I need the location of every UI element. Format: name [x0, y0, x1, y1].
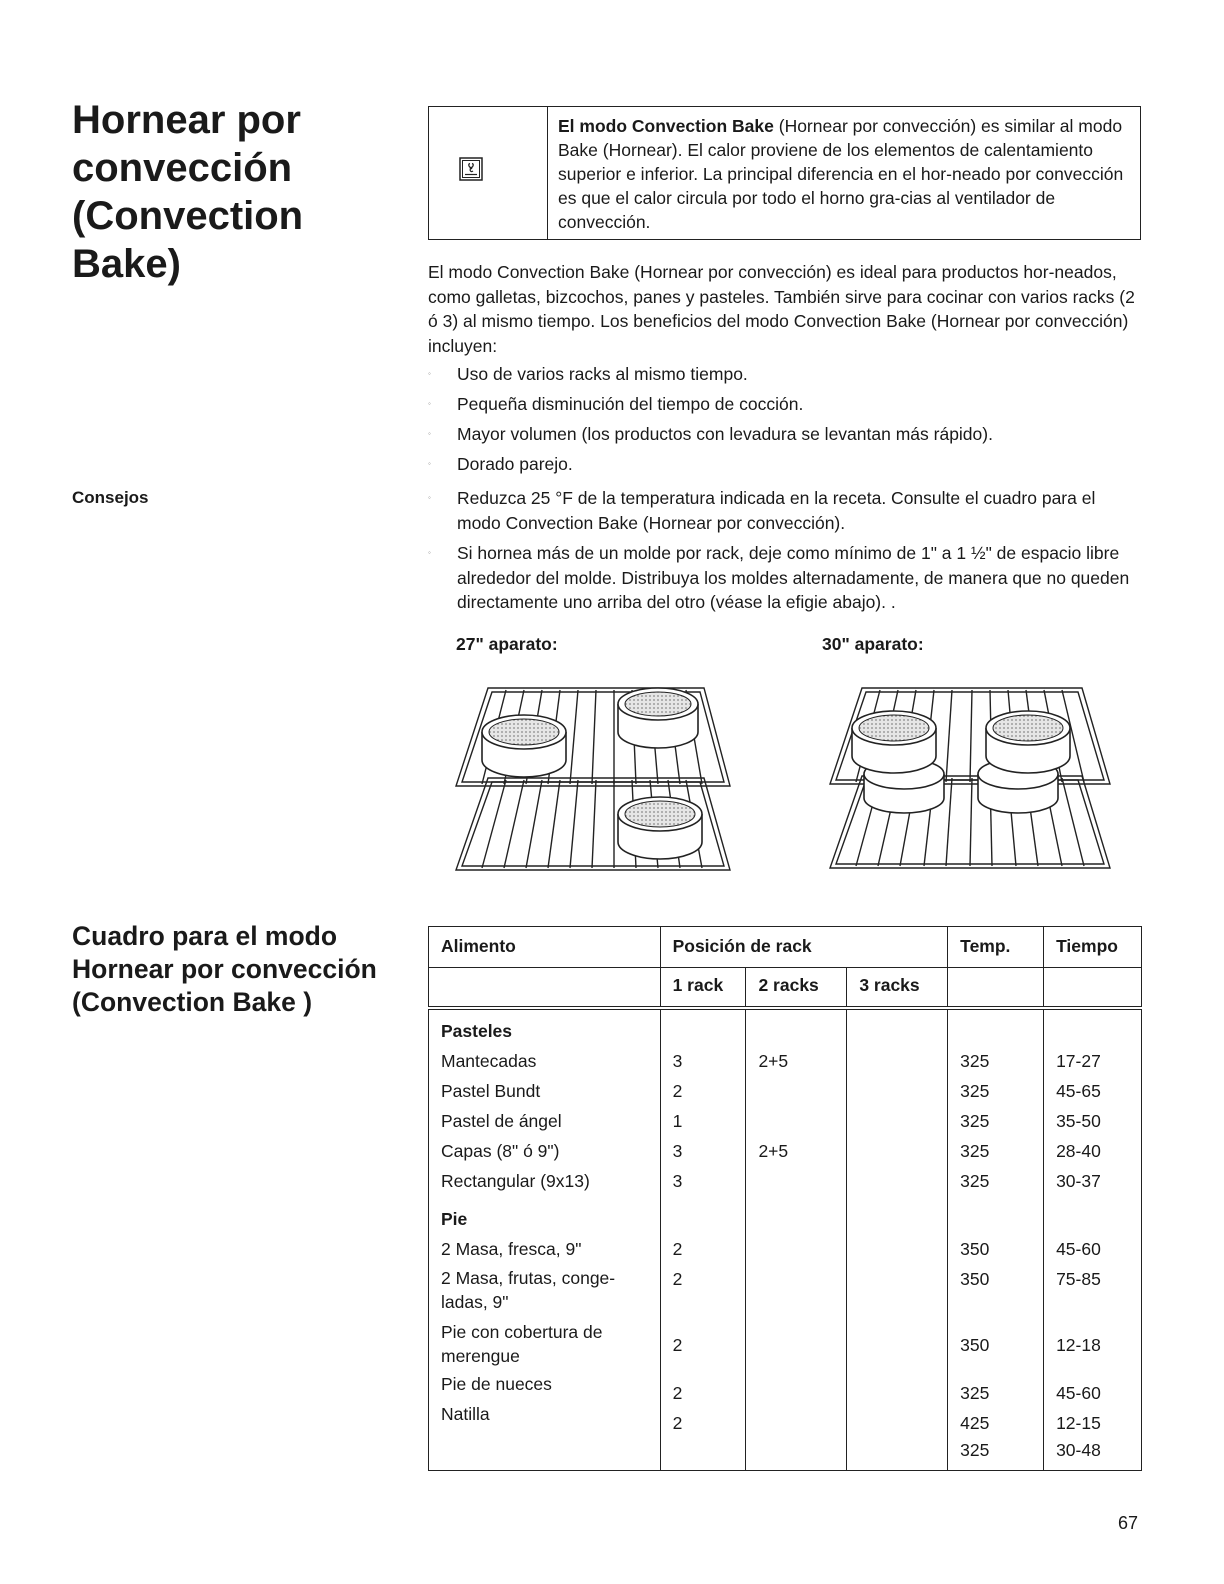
table-row [429, 1046, 1142, 1076]
cell-rack1: 2 [660, 1264, 746, 1318]
cell-rack3-group [847, 1372, 948, 1471]
cell-rack1: 3 [660, 1136, 746, 1166]
cell-rack3 [847, 1234, 948, 1264]
list-item [428, 359, 1142, 389]
cell-time: 35-50 [1044, 1106, 1142, 1136]
cell-rack1: 2 [660, 1234, 746, 1264]
page-number: 67 [1118, 1513, 1139, 1533]
list-item [428, 419, 1142, 449]
list-item-text: Uso de varios racks al mismo tiempo. [457, 364, 748, 384]
table-row [429, 1318, 1142, 1372]
subheader-empty [1044, 968, 1142, 1009]
list-item-text: Reduzca 25 °F de la temperatura indicada en la receta. Consulte el cuadro para el modo Convection Bake (Hornear por convección). [457, 488, 1096, 533]
cell-rack2 [746, 1076, 847, 1106]
table-row [429, 1106, 1142, 1136]
list-item-text: Pequeña disminución del tiempo de cocción. [457, 394, 804, 414]
cell-time: 17-27 [1044, 1046, 1142, 1076]
cell-time-extra: 30-48 [1056, 1440, 1101, 1460]
cell-food: Natilla [441, 1404, 490, 1424]
convection-info-box [428, 106, 1141, 240]
page-title: Hornear por convección (Convection Bake) [72, 98, 304, 286]
bullet-icon: ◦ [428, 459, 431, 468]
cell-rack2 [746, 1166, 847, 1196]
cell-time-group [1044, 1372, 1142, 1471]
list-item [428, 541, 1142, 615]
cell-food-group [429, 1372, 661, 1471]
table-subheader-row [429, 968, 1142, 1009]
info-text [548, 107, 1140, 239]
cell-rack2: 2+5 [746, 1136, 847, 1166]
info-bold-lead: El modo Convection Bake [558, 116, 774, 136]
subheader-empty [948, 968, 1044, 1009]
info-body: (Hornear por convección) es similar al modo Bake (Hornear). El calor proviene de los elementos de calentamiento superior e inferior. La principal diferencia en el hor-neado por convección es que el calor circula por todo el horno gra-cias al ventilador de convección. [558, 116, 1124, 232]
header-temp: Temp. [948, 927, 1044, 968]
cell-time: 12-15 [1056, 1413, 1101, 1433]
header-rack-position: Posición de rack [660, 927, 948, 968]
cell-rack1: 2 [660, 1318, 746, 1372]
list-item-text: Si hornea más de un molde por rack, deje como mínimo de 1" a 1 ½" de espacio libre alrededor del molde. Distribuya los moldes alternadamente, de manera que no queden directamente uno arriba del otro (véase la efigie abajo). . [457, 543, 1130, 612]
cell-food: Pastel Bundt [429, 1076, 661, 1106]
table-row [429, 1136, 1142, 1166]
section-name: Pasteles [429, 1016, 661, 1046]
list-item [428, 389, 1142, 419]
cell-rack3 [847, 1264, 948, 1318]
cell-rack2 [746, 1106, 847, 1136]
bullet-icon: ◦ [428, 369, 431, 378]
cell-temp: 425 [960, 1413, 990, 1433]
table-row-group [429, 1372, 1142, 1471]
cell-temp: 350 [948, 1264, 1044, 1318]
cell-food: Mantecadas [429, 1046, 661, 1076]
list-item-text: Dorado parejo. [457, 454, 573, 474]
cell-temp: 350 [948, 1318, 1044, 1372]
cell-rack1: 2 [660, 1076, 746, 1106]
header-time: Tiempo [1044, 927, 1142, 968]
cell-rack3 [847, 1076, 948, 1106]
header-3-racks: 3 racks [847, 968, 948, 1009]
cell-rack1: 3 [660, 1166, 746, 1196]
bullet-icon: ◦ [428, 493, 431, 502]
cell-rack3 [847, 1136, 948, 1166]
cell-rack1: 3 [660, 1046, 746, 1076]
cell-time: 75-85 [1044, 1264, 1142, 1318]
section-row [429, 1196, 1142, 1234]
cell-temp: 325 [948, 1136, 1044, 1166]
bullet-icon: ◦ [428, 548, 431, 557]
cell-temp: 325 [948, 1046, 1044, 1076]
tips-label: Consejos [72, 488, 149, 507]
table-row [429, 1166, 1142, 1196]
rack-illustration-27 [448, 674, 738, 874]
cell-time: 45-60 [1044, 1234, 1142, 1264]
cell-rack2: 2+5 [746, 1046, 847, 1076]
header-1-rack: 1 rack [660, 968, 746, 1009]
table-row [429, 1076, 1142, 1106]
rack-illustration-30 [826, 674, 1116, 874]
table-row [429, 1264, 1142, 1318]
cell-rack1: 2 [672, 1383, 683, 1403]
cell-rack3 [847, 1106, 948, 1136]
bullet-icon: ◦ [428, 399, 431, 408]
list-item [428, 449, 1142, 479]
cell-rack1: 1 [660, 1106, 746, 1136]
cell-time: 12-18 [1044, 1318, 1142, 1372]
cell-rack2-group [746, 1372, 847, 1471]
cell-temp: 325 [948, 1076, 1044, 1106]
table-row [429, 1234, 1142, 1264]
cell-time: 45-65 [1044, 1076, 1142, 1106]
cell-rack3 [847, 1166, 948, 1196]
cell-temp: 350 [948, 1234, 1044, 1264]
cell-rack3 [847, 1046, 948, 1076]
cell-temp: 325 [948, 1106, 1044, 1136]
cell-food: 2 Masa, fresca, 9" [429, 1234, 661, 1264]
cell-rack2 [746, 1264, 847, 1318]
cell-temp-extra: 325 [960, 1440, 990, 1460]
convection-bake-table [428, 926, 1142, 1471]
cell-time: 30-37 [1044, 1166, 1142, 1196]
cell-rack3 [847, 1318, 948, 1372]
cell-time: 45-60 [1056, 1383, 1101, 1403]
cell-food: Pie de nueces [441, 1374, 552, 1394]
list-item [428, 486, 1142, 535]
cell-time: 28-40 [1044, 1136, 1142, 1166]
cell-rack1-group [660, 1372, 746, 1471]
info-icon-cell [429, 107, 548, 239]
cell-rack2 [746, 1234, 847, 1264]
illustration-label-27: 27" aparato: [456, 634, 558, 654]
bullet-icon: ◦ [428, 429, 431, 438]
cell-food: Pastel de ángel [429, 1106, 661, 1136]
illustration-label-30: 30" aparato: [822, 634, 924, 654]
benefits-list [428, 359, 1142, 479]
section-row [429, 1016, 1142, 1046]
table-header-row [429, 927, 1142, 968]
list-item-text: Mayor volumen (los productos con levadura se levantan más rápido). [457, 424, 993, 444]
cell-rack2 [746, 1318, 847, 1372]
cell-rack1: 2 [672, 1413, 683, 1433]
cell-food: Capas (8" ó 9") [429, 1136, 661, 1166]
cell-temp: 325 [960, 1383, 990, 1403]
intro-paragraph: El modo Convection Bake (Hornear por convección) es ideal para productos hor-neados, como galletas, bizcochos, panes y pasteles. También sirve para cocinar con varios racks (2 ó 3) al mismo tiempo. Los beneficios del modo Convection Bake (Hornear por convección) incluyen: [428, 262, 1135, 356]
cell-food: 2 Masa, frutas, conge-ladas, 9" [429, 1264, 661, 1318]
convection-bake-icon [459, 157, 483, 181]
tips-list [428, 486, 1142, 621]
cell-temp: 325 [948, 1166, 1044, 1196]
chart-title: Cuadro para el modo Hornear por convección (Convection Bake ) [72, 921, 377, 1017]
cell-food: Rectangular (9x13) [429, 1166, 661, 1196]
header-food: Alimento [429, 927, 661, 968]
subheader-empty [429, 968, 661, 1009]
cell-temp-group [948, 1372, 1044, 1471]
section-name: Pie [429, 1196, 661, 1234]
header-2-racks: 2 racks [746, 968, 847, 1009]
cell-food: Pie con cobertura de merengue [429, 1318, 661, 1372]
